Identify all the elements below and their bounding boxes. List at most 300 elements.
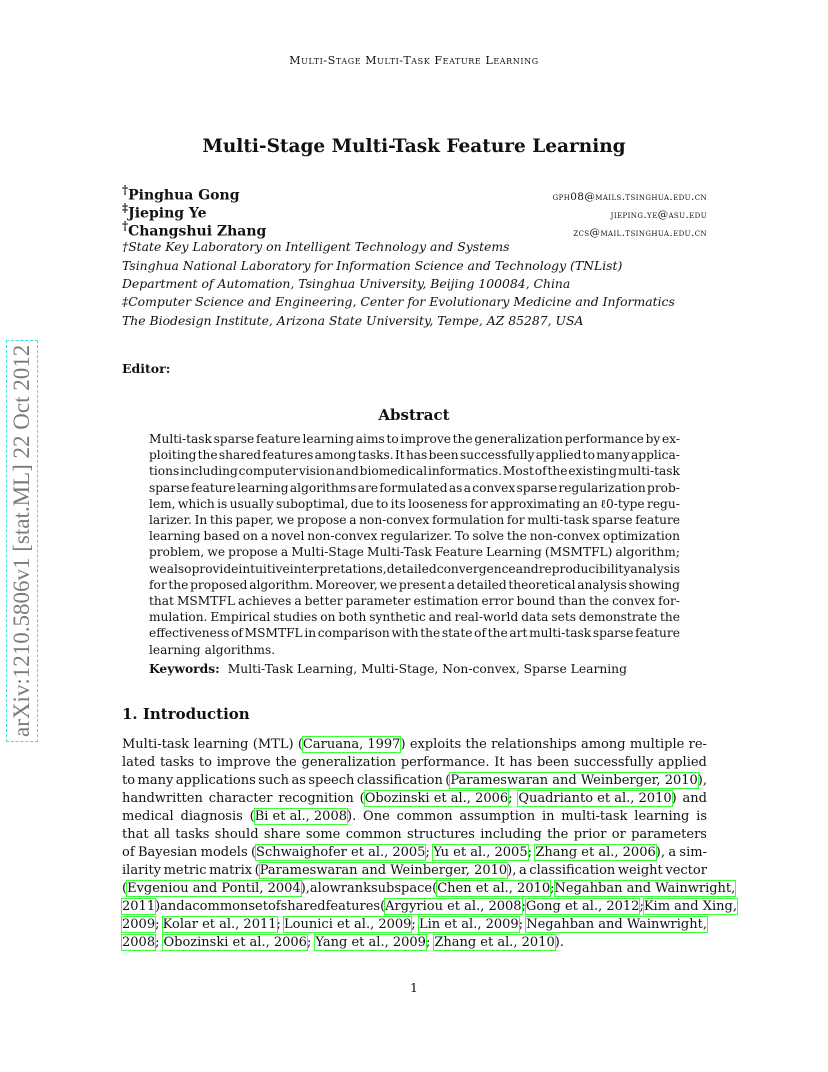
word: non-convex	[307, 529, 378, 544]
word: a	[260, 529, 269, 544]
word: (Chen et al., 2010;	[432, 881, 555, 896]
word: intuitive	[238, 561, 290, 576]
affiliation-line: Department of Automation, Tsinghua University, Beijing 100084, China	[122, 276, 571, 291]
abstract-line	[149, 609, 680, 625]
word: and	[335, 464, 359, 479]
word: models	[200, 845, 248, 860]
word: an	[582, 496, 598, 511]
citation-link[interactable]: Obozinski et al., 2006	[163, 935, 307, 950]
word: Multi-Task	[366, 545, 432, 560]
word: interpretations,	[289, 561, 387, 576]
word: detailed	[456, 577, 507, 592]
word: learning	[634, 809, 690, 824]
author-email[interactable]: zcs@mail.tsinghua.edu.cn	[573, 226, 707, 239]
word: vector	[665, 863, 707, 878]
word: for-	[658, 594, 680, 608]
word: set	[248, 899, 268, 914]
word: character	[208, 791, 273, 806]
citation-link[interactable]: Obozinski et al., 2006	[364, 791, 509, 806]
word: feature	[255, 432, 301, 446]
author-name: ‡Jieping Ye	[122, 201, 207, 222]
word: provide	[191, 561, 239, 576]
word: for	[149, 577, 167, 592]
word: analysis	[630, 561, 680, 576]
word: a	[309, 881, 318, 896]
word: multi-task	[561, 809, 628, 824]
word: ℓ0-type	[600, 496, 645, 511]
word: Yu et al., 2005;	[433, 845, 532, 860]
word: weight	[617, 863, 663, 878]
word: mulation.	[149, 610, 208, 625]
word: is	[696, 809, 707, 824]
word: and	[160, 899, 185, 914]
word: detailed	[386, 561, 437, 576]
word: MSMTFL	[176, 594, 235, 608]
citation-link[interactable]: Kim and Xing,	[643, 899, 737, 914]
word: (Evgeniou and Pontil, 2004),	[122, 881, 310, 896]
word: the	[420, 626, 441, 641]
word: multiple	[629, 737, 685, 752]
word: should	[214, 827, 259, 842]
word: than	[558, 594, 587, 608]
word: proposed	[190, 577, 248, 592]
word: optimization	[602, 529, 680, 544]
word: all	[153, 827, 170, 842]
word	[555, 880, 736, 898]
word: propose	[228, 545, 278, 560]
word: to	[122, 773, 136, 788]
word: parameter	[345, 594, 411, 608]
editor-label: Editor:	[122, 361, 171, 376]
word: improve	[400, 432, 451, 446]
author-row	[122, 201, 707, 222]
word: tions	[149, 464, 180, 479]
word: both	[338, 610, 367, 625]
word: formulation	[431, 513, 505, 527]
word: a	[294, 594, 302, 608]
word: recognition	[278, 791, 354, 806]
citation-link[interactable]: Evgeniou and Pontil, 2004	[127, 881, 301, 896]
word: and	[428, 610, 452, 625]
word: (Parameswaran and Weinberger, 2010),	[445, 773, 707, 788]
word: MSMTFL	[244, 626, 303, 641]
word: diagnosis	[180, 809, 243, 824]
word: biomedical	[359, 464, 428, 479]
word: It	[494, 755, 505, 770]
word: such	[258, 773, 289, 788]
word: classification	[529, 863, 616, 878]
word: estimation	[413, 594, 479, 608]
word: as	[448, 480, 463, 495]
word: Empirical	[210, 610, 271, 625]
word: (Caruana, 1997)	[297, 737, 406, 752]
word: subspace	[371, 881, 433, 896]
word: among	[580, 737, 626, 752]
word: successfully	[459, 448, 535, 463]
word: has	[509, 755, 533, 770]
word	[526, 916, 707, 934]
word: which	[177, 496, 215, 511]
intro-line	[122, 790, 707, 808]
word: studies	[273, 610, 318, 625]
word: multi-task	[527, 513, 590, 527]
word: algorithms	[289, 480, 357, 495]
word: the	[547, 827, 569, 842]
word: theoretical	[508, 577, 576, 592]
word: the	[465, 737, 487, 752]
word: metric	[163, 863, 207, 878]
word: parameters	[631, 827, 707, 842]
word: non-convex	[529, 529, 600, 544]
word: Quadrianto et al., 2010)	[518, 791, 677, 806]
word: Obozinski et al., 2006;	[163, 935, 312, 950]
word: we	[276, 513, 295, 527]
word: the	[506, 529, 527, 544]
word: (Obozinski et al., 2006;	[359, 791, 513, 806]
word: that	[149, 594, 174, 608]
word: Kolar et al., 2011;	[162, 917, 281, 932]
word: algorithm.	[249, 577, 314, 592]
author-mark: ‡	[122, 201, 129, 215]
word: real-world	[454, 610, 519, 625]
arxiv-side-stamp[interactable]: arXiv:1210.5806v1 [stat.ML] 22 Oct 2012	[6, 340, 38, 742]
word: algorithms.	[204, 642, 276, 657]
word: 2009;	[122, 917, 160, 932]
abstract-heading: Abstract	[378, 406, 450, 424]
word: the	[275, 755, 297, 770]
page-number: 1	[410, 980, 418, 995]
word: successfully	[573, 755, 654, 770]
word: also	[166, 561, 192, 576]
author-name: †Changshui Zhang	[122, 219, 267, 240]
word: we	[149, 561, 167, 576]
word: the	[547, 464, 568, 479]
word: in	[304, 626, 317, 641]
word: data	[521, 610, 549, 625]
word: a	[184, 899, 193, 914]
word: a	[447, 577, 455, 592]
citation-link[interactable]: Negahban and Wainwright,	[526, 917, 707, 932]
word: One	[363, 809, 390, 824]
abstract-line	[149, 544, 680, 560]
word: the	[168, 577, 189, 592]
word: It	[394, 448, 405, 463]
word: medical	[122, 809, 174, 824]
author-row	[122, 219, 707, 240]
word: features	[262, 448, 314, 463]
word: (Bi et al., 2008).	[249, 809, 357, 824]
word: vision	[298, 464, 335, 479]
word: that	[122, 827, 149, 842]
citation-link[interactable]: 2011	[122, 899, 156, 914]
word: Zhang et al., 2006),	[535, 845, 665, 860]
word: the	[589, 594, 610, 608]
citation-link[interactable]: Zhang et al., 2006	[535, 845, 656, 860]
word: lated	[122, 755, 156, 770]
word: better	[304, 594, 343, 608]
abstract-line	[149, 431, 680, 447]
word: generalization	[474, 432, 563, 446]
citation-link[interactable]: Schwaighofer et al., 2005	[256, 845, 426, 860]
word: (Argyriou et al., 2008;	[380, 899, 526, 914]
word: bound	[516, 594, 556, 608]
word: Multi-Stage	[291, 545, 364, 560]
word: of	[534, 464, 547, 479]
abstract-line	[149, 496, 680, 512]
word: convergence	[436, 561, 516, 576]
word: regularizer.	[380, 529, 452, 544]
word: on	[320, 610, 336, 625]
word: shared	[218, 448, 262, 463]
word: is	[217, 496, 228, 511]
abstract-line	[149, 512, 680, 528]
word: some	[305, 827, 341, 842]
word: problem,	[149, 545, 205, 560]
abstract-line	[149, 528, 680, 544]
word: of	[231, 626, 243, 641]
word: for	[506, 513, 525, 527]
word: Feature	[434, 545, 483, 560]
word: aims	[355, 432, 385, 446]
word: by	[645, 432, 661, 446]
abstract-line	[149, 480, 680, 496]
word: performance.	[400, 755, 490, 770]
word: many	[596, 448, 630, 463]
word: sparse	[149, 480, 190, 495]
word: including	[180, 464, 238, 479]
word: applied	[535, 448, 582, 463]
citation-link[interactable]: Bi et al., 2008	[254, 809, 347, 824]
intro-line	[122, 898, 737, 916]
word: the	[197, 448, 218, 463]
word: Zhang et al., 2010).	[434, 935, 564, 950]
citation-link[interactable]: Yang et al., 2009	[315, 935, 426, 950]
citation-link[interactable]: Quadrianto et al., 2010	[518, 791, 672, 806]
word: learning	[149, 529, 201, 544]
author-name: †Pinghua Gong	[122, 183, 240, 204]
citation-link[interactable]: Caruana, 1997	[302, 737, 401, 752]
word: present	[398, 577, 446, 592]
word: convex	[472, 480, 516, 495]
word: exploits	[409, 737, 462, 752]
running-head: Multi-Stage Multi-Task Feature Learning	[289, 54, 539, 67]
word: generalization	[301, 755, 397, 770]
word: including	[480, 827, 542, 842]
word: learning	[302, 432, 355, 446]
word: convex	[612, 594, 656, 608]
citation-link[interactable]: Zhang et al., 2010	[434, 935, 555, 950]
word: sim-	[679, 845, 707, 860]
citation-link[interactable]: Parameswaran and Weinberger, 2010	[259, 863, 508, 878]
word: improve	[216, 755, 271, 770]
word: or	[611, 827, 626, 842]
word: usually	[229, 496, 274, 511]
citation-link[interactable]: 2008	[122, 935, 156, 950]
word: Learning	[486, 545, 542, 560]
author-email[interactable]: jieping.ye@asu.edu	[610, 208, 707, 221]
word: a	[349, 513, 357, 527]
word: based	[203, 529, 240, 544]
word: informatics.	[428, 464, 503, 479]
affiliation-line: ‡Computer Science and Engineering, Center for Evolutionary Medicine and Informatics	[122, 294, 675, 309]
word: sparse	[516, 480, 558, 495]
intro-line	[122, 916, 707, 934]
word: the	[659, 610, 680, 625]
word: among	[314, 448, 357, 463]
word: of	[474, 626, 486, 641]
word: ploiting	[149, 448, 197, 463]
word	[644, 898, 737, 916]
word: applica-	[631, 448, 680, 463]
word: Multi-task	[122, 737, 190, 752]
section-heading: 1. Introduction	[122, 705, 250, 723]
citation-link[interactable]: Lin et al., 2009	[418, 917, 519, 932]
word: looseness	[408, 496, 468, 511]
word: assumption	[459, 809, 536, 824]
intro-line	[122, 862, 707, 880]
word: common	[345, 827, 402, 842]
author-email[interactable]: gph08@mails.tsinghua.edu.cn	[552, 190, 707, 203]
word: for	[470, 496, 488, 511]
affiliation-line: †State Key Laboratory on Intelligent Technology and Systems	[122, 239, 510, 254]
citation-link[interactable]: Chen et al., 2010	[437, 881, 551, 896]
word: of	[267, 899, 281, 914]
word: Moreover,	[315, 577, 378, 592]
word: and	[682, 791, 707, 806]
word: the	[452, 432, 473, 446]
intro-line	[122, 880, 736, 898]
word: handwritten	[122, 791, 203, 806]
word: are	[357, 480, 379, 495]
word: its	[390, 496, 406, 511]
word: the	[487, 626, 508, 641]
word: feature	[190, 480, 236, 495]
word: performance	[564, 432, 644, 446]
word: suboptimal,	[275, 496, 349, 511]
word: tasks	[175, 827, 210, 842]
word: effectiveness	[149, 626, 230, 641]
word: we	[379, 577, 398, 592]
word: Bayesian	[137, 845, 198, 860]
word: (MTL)	[252, 737, 294, 752]
word: Gong et al., 2012;	[525, 899, 644, 914]
word: of	[122, 845, 135, 860]
word: (Parameswaran and Weinberger, 2010),	[254, 863, 517, 878]
word: achieves	[237, 594, 292, 608]
word: art	[509, 626, 528, 641]
word: a	[280, 545, 289, 560]
word: learning	[149, 642, 201, 657]
word: common	[192, 899, 249, 914]
abstract-line	[149, 561, 680, 577]
word: on	[242, 529, 259, 544]
author-row	[122, 183, 707, 204]
word: showing	[628, 577, 680, 592]
word: this	[209, 513, 233, 527]
word: Most	[502, 464, 534, 479]
citation-link[interactable]: Argyriou et al., 2008	[385, 899, 522, 914]
citation-link[interactable]: 2009	[122, 917, 156, 932]
word: prior	[573, 827, 607, 842]
affiliation-line: The Biodesign Institute, Arizona State University, Tempe, AZ 85287, USA	[122, 313, 584, 328]
word: share	[263, 827, 301, 842]
word: to	[198, 755, 212, 770]
word: has	[405, 448, 428, 463]
citation-link[interactable]: Parameswaran and Weinberger, 2010	[450, 773, 698, 788]
citation-link[interactable]: Lounici et al., 2009	[284, 917, 412, 932]
citation-link[interactable]: Kolar et al., 2011	[162, 917, 277, 932]
word: sets	[551, 610, 576, 625]
word: formulated	[379, 480, 448, 495]
word: Lounici et al., 2009;	[284, 917, 416, 932]
word: tasks	[159, 755, 195, 770]
word: to	[376, 496, 389, 511]
word: sparse	[213, 432, 255, 446]
keywords-label: Keywords:	[149, 661, 220, 676]
intro-line	[122, 736, 707, 754]
word: applied	[658, 755, 707, 770]
word: multi-task	[529, 626, 592, 641]
affiliation-line: Tsinghua National Laboratory for Information Science and Technology (TNList)	[122, 258, 623, 273]
word: regu-	[647, 496, 680, 511]
paper-title: Multi-Stage Multi-Task Feature Learning	[202, 136, 626, 157]
word: demonstrate	[578, 610, 658, 625]
intro-line	[122, 808, 707, 826]
word: (Schwaighofer et al., 2005;	[250, 845, 430, 860]
word: In	[194, 513, 208, 527]
keywords-list: Multi-Task Learning, Multi-Stage, Non-convex, Sparse Learning	[227, 662, 627, 676]
word: been	[536, 755, 570, 770]
abstract-line	[149, 447, 680, 463]
word: ilarity	[122, 863, 162, 878]
word: relationships	[491, 737, 577, 752]
word: sparse	[591, 513, 633, 527]
word: feature	[635, 626, 680, 641]
word: sparse	[592, 626, 634, 641]
word: low	[317, 881, 341, 896]
word: comparison	[317, 626, 390, 641]
author-mark: †	[122, 183, 129, 197]
word: learning	[193, 737, 249, 752]
word: Lin et al., 2009;	[418, 917, 524, 932]
citation-link[interactable]: Negahban and Wainwright,	[554, 881, 736, 896]
word: ex-	[662, 432, 680, 446]
citation-link[interactable]: Gong et al., 2012	[525, 899, 640, 914]
word: existing	[568, 464, 618, 479]
word: rank	[340, 881, 372, 896]
word: a	[463, 480, 471, 495]
abstract-line	[149, 577, 680, 593]
word: applications	[175, 773, 256, 788]
citation-link[interactable]: Yu et al., 2005	[433, 845, 528, 860]
word: 2011)	[122, 899, 161, 914]
word: synthetic	[369, 610, 426, 625]
word: Multi-task	[149, 432, 212, 446]
word: multi-task	[617, 464, 680, 479]
word: speech	[308, 773, 355, 788]
word: due	[350, 496, 374, 511]
intro-line	[122, 934, 707, 952]
word: non-convex	[359, 513, 430, 527]
abstract-line	[149, 642, 680, 658]
word: to	[386, 432, 399, 446]
word: (MSMTFL)	[544, 545, 613, 560]
abstract-line	[149, 593, 680, 609]
intro-line	[122, 754, 707, 772]
word: a	[518, 863, 527, 878]
word: paper,	[235, 513, 274, 527]
word: to	[582, 448, 595, 463]
